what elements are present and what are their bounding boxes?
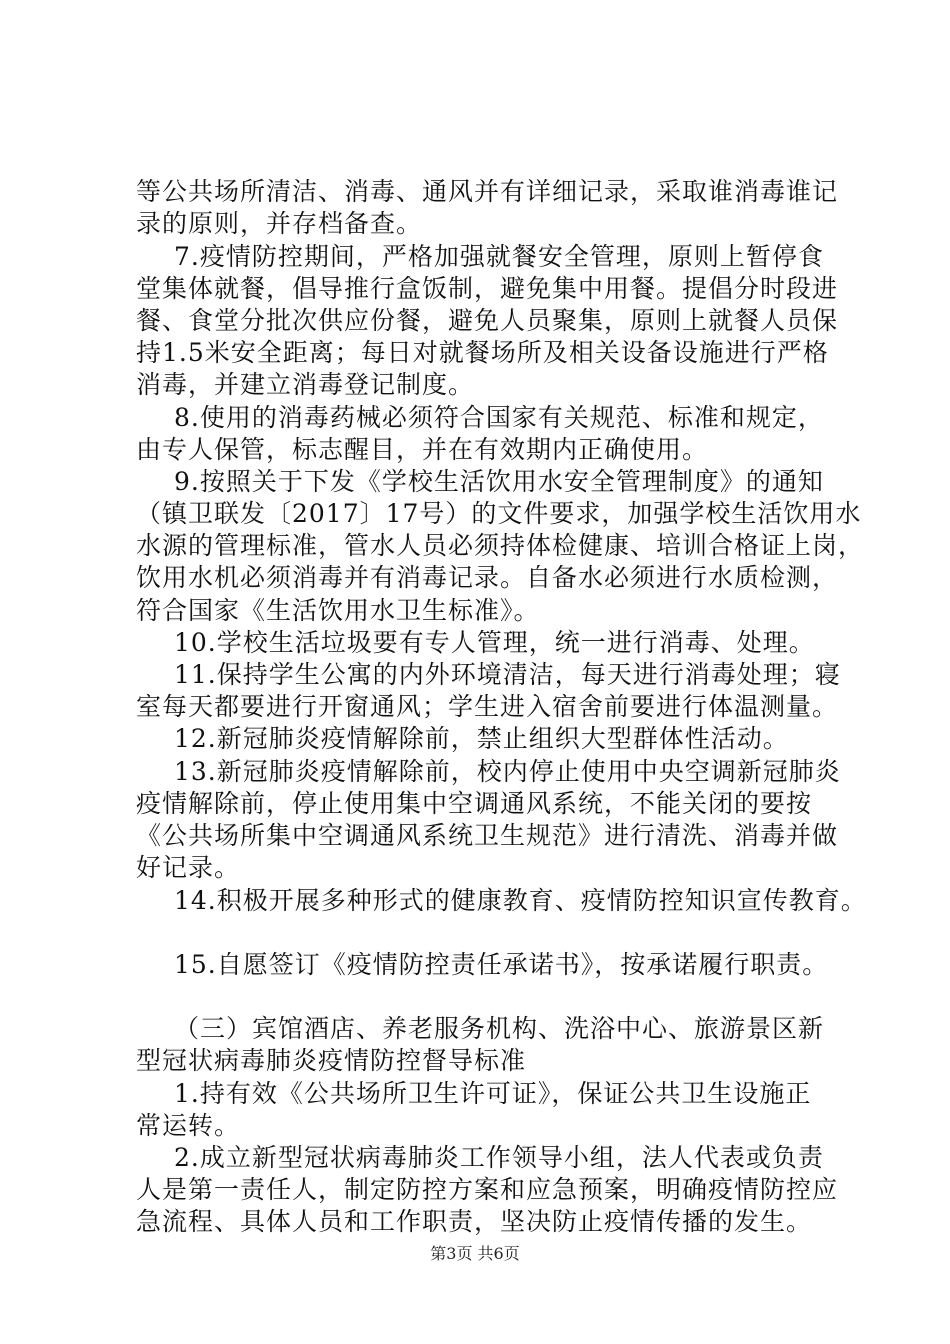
paragraph-line: 7.疫情防控期间，严格加强就餐安全管理，原则上暂停食: [174, 242, 824, 271]
paragraph-line: 15.自愿签订《疫情防控责任承诺书》，按承诺履行职责。: [174, 950, 829, 979]
paragraph-line: 持1.5米安全距离；每日对就餐场所及相关设备设施进行严格: [136, 338, 829, 367]
paragraph-line: 饮用水机必须消毒并有消毒记录。自备水必须进行水质检测，: [136, 563, 839, 592]
paragraph-line: 急流程、具体人员和工作职责，坚决防止疫情传播的发生。: [136, 1207, 813, 1236]
paragraph-line: （镇卫联发〔2017〕17号）的文件要求，加强学校生活饮用水: [136, 499, 862, 528]
paragraph-line: 13.新冠肺炎疫情解除前，校内停止使用中央空调新冠肺炎: [174, 757, 841, 786]
paragraph-line: 14.积极开展多种形式的健康教育、疫情防控知识宣传教育。: [174, 886, 867, 915]
paragraph-line: 疫情解除前，停止使用集中空调通风系统，不能关闭的要按: [136, 789, 813, 818]
paragraph-line: 符合国家《生活饮用水卫生标准》。: [136, 596, 540, 625]
paragraph-line: 室每天都要进行开窗通风；学生进入宿舍前要进行体温测量。: [136, 692, 839, 721]
paragraph-line: 等公共场所清洁、消毒、通风并有详细记录，采取谁消毒谁记: [136, 177, 839, 206]
section-heading-line: （三）宾馆酒店、养老服务机构、洗浴中心、旅游景区新: [174, 1014, 825, 1043]
paragraph-line: 堂集体就餐，倡导推行盒饭制，避免集中用餐。提倡分时段进: [136, 274, 839, 303]
paragraph-line: 10.学校生活垃圾要有专人管理，统一进行消毒、处理。: [174, 628, 815, 657]
paragraph-line: 好记录。: [136, 853, 241, 882]
paragraph-line: 11.保持学生公寓的内外环境清洁，每天进行消毒处理；寝: [174, 660, 841, 689]
paragraph-line: 1.持有效《公共场所卫生许可证》，保证公共卫生设施正: [174, 1079, 812, 1108]
paragraph-line: 2.成立新型冠状病毒肺炎工作领导小组，法人代表或负责: [174, 1143, 824, 1172]
paragraph-line: 消毒，并建立消毒登记制度。: [136, 370, 475, 399]
paragraph-line: 餐、食堂分批次供应份餐，避免人员聚集，原则上就餐人员保: [136, 306, 839, 335]
paragraph-line: 8.使用的消毒药械必须符合国家有关规范、标准和规定，: [174, 403, 824, 432]
paragraph-line: 由专人保管，标志醒目，并在有效期内正确使用。: [136, 435, 709, 464]
paragraph-line: 12.新冠肺炎疫情解除前，禁止组织大型群体性活动。: [174, 724, 789, 753]
paragraph-line: 《公共场所集中空调通风系统卫生规范》进行清洗、消毒并做: [136, 821, 839, 850]
paragraph-line: 常运转。: [136, 1111, 241, 1140]
section-heading-line: 型冠状病毒肺炎疫情防控督导标准: [136, 1046, 527, 1075]
paragraph-line: 水源的管理标准，管水人员必须持体检健康、培训合格证上岗，: [136, 531, 865, 560]
paragraph-line: 9.按照关于下发《学校生活饮用水安全管理制度》的通知: [174, 467, 824, 496]
paragraph-line: 人是第一责任人，制定防控方案和应急预案，明确疫情防控应: [136, 1175, 839, 1204]
paragraph-line: 录的原则，并存档备查。: [136, 209, 423, 238]
page-number-footer: 第3页 共6页: [430, 1244, 520, 1263]
